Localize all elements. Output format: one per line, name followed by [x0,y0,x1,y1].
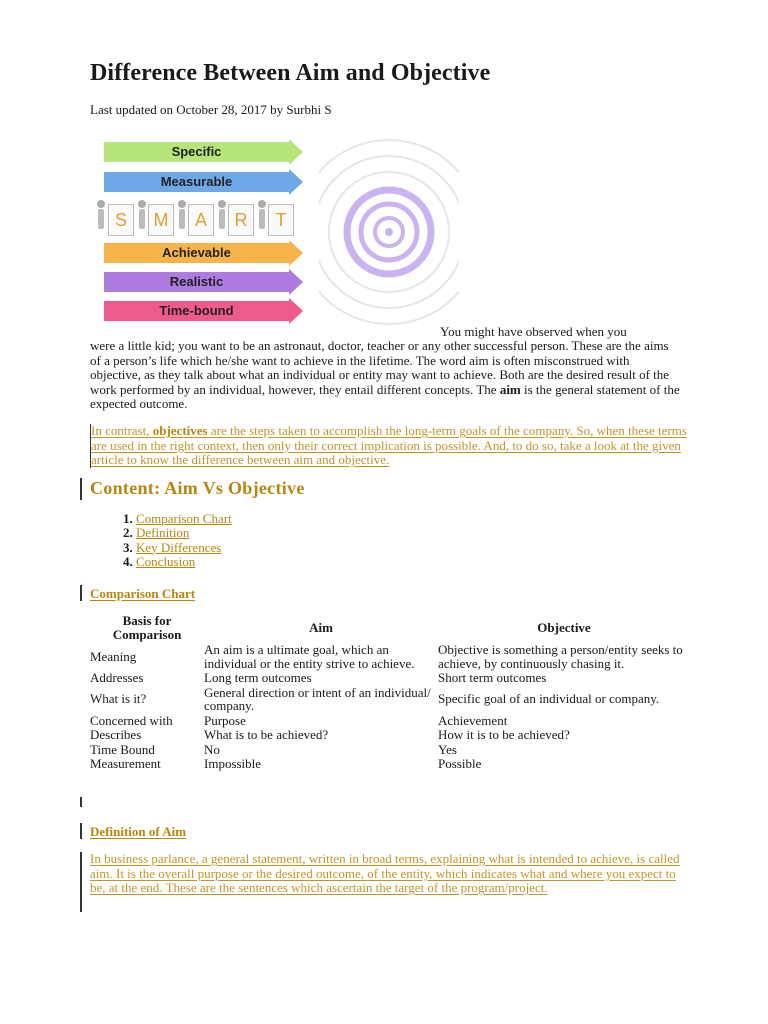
table-row: Time Bound No Yes [90,741,457,757]
toc-link-definition[interactable]: Definition [136,525,190,541]
article-meta: Last updated on October 28, 2017 by Surbhi S [90,102,332,117]
target-icon [319,132,459,332]
letter-m: M [148,204,174,236]
toc-link-key-differences[interactable]: Key Differences [136,539,222,555]
letter-a: A [188,204,214,236]
table-row: Concerned with Purpose Achievement [90,712,508,728]
content-heading: Content: Aim Vs Objective [90,478,305,498]
toc-item [136,555,232,569]
letter-t: T [268,204,294,236]
definition-heading: Definition of Aim [90,824,187,839]
header-aim: Aim [309,619,333,635]
toc-link-conclusion[interactable]: Conclusion [136,553,196,569]
letter-s: S [108,204,134,236]
heading-bar [80,823,82,839]
smart-goals-image: Specific Measurable S M A R T Achievable Realistic Time-bound [104,132,464,332]
table-row: What is it? General direction or intent of an individual/ company. Specific goal of an individual or company. [90,684,660,713]
smart-letters [104,204,304,240]
divider-bar [80,797,82,807]
heading-bar [80,585,82,601]
table-row: Meaning An aim is a ultimate goal, which an individual or the entity strive to achieve. Objective is something a person/entity seeks to achieve, by continuously chasing it. [90,642,683,671]
quote-bar [80,852,82,912]
table-header-row [90,612,690,643]
comparison-table [90,612,690,772]
heading-bar [80,478,82,500]
toc-link-comparison-chart[interactable]: Comparison Chart [136,511,232,526]
toc-item [136,512,232,526]
toc-item [136,541,232,555]
intro-inline: You might have observed when you [440,324,627,339]
table-row: Addresses Long term outcomes Short term outcomes [90,670,547,685]
header-objective: Objective [537,619,591,635]
page-title: Difference Between Aim and Objective [90,60,491,86]
header-basis: Basis for Comparison [112,613,182,642]
definition-paragraph: In business parlance, a general statement, written in broad terms, explaining what is intended to achieve, is called aim. It is the overall purpose or the desired outcome, of the entity, which indicates what and where you expect to be, at the end. These are the sentences which ascertain the target of the program/project. [90,851,680,895]
toc-item [136,526,232,540]
table-of-contents [112,512,232,569]
contrast-quote: In contrast, objectives are the steps taken to accomplish the long-term goals of the company. So, when these terms are used in the right context, then only their correct implication is possible. And, to do so, take a look at the given article to know the difference between aim and objective. [90,424,691,468]
table-row: Measurement Impossible Possible [90,756,482,771]
table-row: Describes What is to be achieved? How it is to be achieved? [90,727,570,742]
intro-paragraph: were a little kid; you want to be an astronaut, doctor, teacher or any other successful person. These are the aims of a person’s life which he/she want to achieve in the lifetime. The word aim is often misconstrued with objective, as they talk about what an individual or entity may want to achieve. Both are the desired result of the work performed by an individual, however, they entail different concepts. The aim is the general statement of the expected outcome. [90,338,680,411]
comparison-chart-heading: Comparison Chart [90,586,196,601]
letter-r: R [228,204,254,236]
